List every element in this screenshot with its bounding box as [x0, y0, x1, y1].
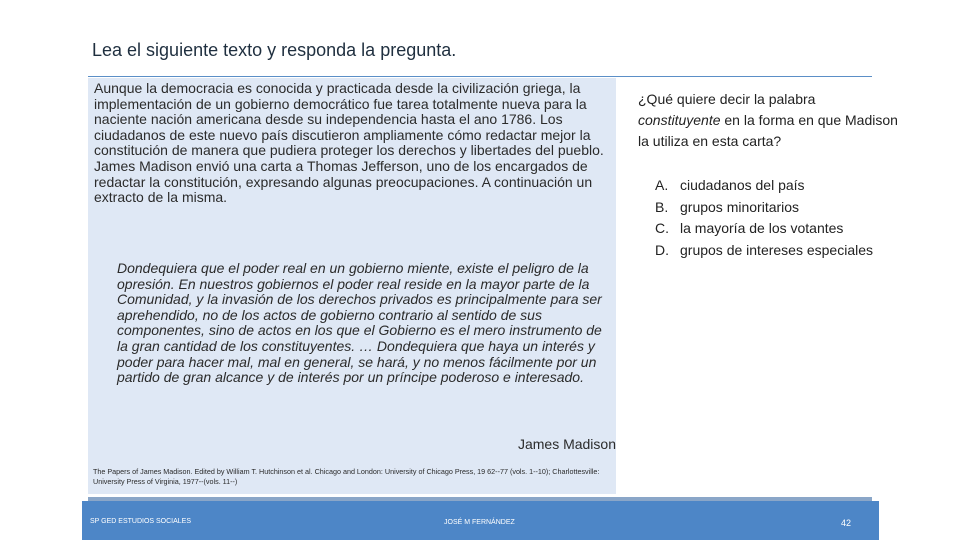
answer-option-b[interactable]: [655, 197, 945, 219]
answer-option-d[interactable]: [655, 240, 945, 262]
quote-signature: James Madison: [517, 436, 616, 452]
source-citation: The Papers of James Madison. Edited by William T. Hutchinson et al. Chicago and London: University of Chicago Press, 19 62--77 (vols. 1--10); Charlottesville: University Press of Virginia, 1977--(vols. 11--): [93, 467, 600, 486]
slide-title: Lea el siguiente texto y responda la pregunta.: [92, 40, 457, 60]
option-letter: A.: [655, 177, 669, 193]
answer-options: [655, 175, 945, 261]
option-letter: B.: [655, 198, 669, 215]
answer-option-c[interactable]: [655, 218, 945, 240]
footer-course: SP GED ESTUDIOS SOCIALES: [90, 518, 192, 525]
option-text: ciudadanos del país: [680, 177, 805, 193]
question-prefix: ¿Qué quiere decir la palabra: [638, 91, 816, 107]
slide-footer: [82, 501, 879, 540]
passage-intro: Aunque la democracia es conocida y practicada desde la civilización griega, la implementación de un gobierno democrático fue tarea totalmente nueva para la naciente nación americana desde su independencia hasta el ano 1786. Los ciudadanos de este nuevo país discutieron ampliamente cómo redactar mejor la constitución de manera que pudiera proteger los derechos y libertades del pueblo. James Madison envió una carta a Thomas Jefferson, uno de los encargados de redactar la constitución, expresando algunas preocupaciones. A continuación un extracto de la misma.: [94, 80, 604, 206]
madison-quote: Dondequiera que el poder real en un gobierno miente, existe el peligro de la opresión. En nuestros gobiernos el poder real reside en la mayor parte de la Comunidad, y la invasión de los derechos privados es principalmente para ser aprehendido, no de los actos de gobierno contrario al sentido de sus componentes, sino de actos en los que el Gobierno es el mero instrumento de la gran cantidad de los constituyentes. … Dondequiera que haya un interés y poder para hacer mal, mal en general, se hará, y no menos fácilmente por un partido de gran alcance y de interés por un príncipe poderoso e interesado.: [117, 260, 602, 386]
option-letter: C.: [655, 220, 669, 236]
footer-author: JOSÉ M FERNÁNDEZ: [444, 519, 515, 526]
title-divider: [88, 76, 872, 77]
option-letter: D.: [655, 241, 669, 258]
page-number: 42: [840, 518, 851, 528]
answer-option-a[interactable]: [655, 175, 945, 197]
option-text: grupos de intereses especiales: [680, 241, 874, 258]
question-prompt: [638, 89, 898, 152]
option-text: la mayoría de los votantes: [680, 220, 844, 236]
question-term: constituyente: [638, 112, 721, 128]
question-suffix: en la forma en que Madison la utiliza en esta carta?: [638, 112, 898, 149]
option-text: grupos minoritarios: [680, 198, 800, 215]
